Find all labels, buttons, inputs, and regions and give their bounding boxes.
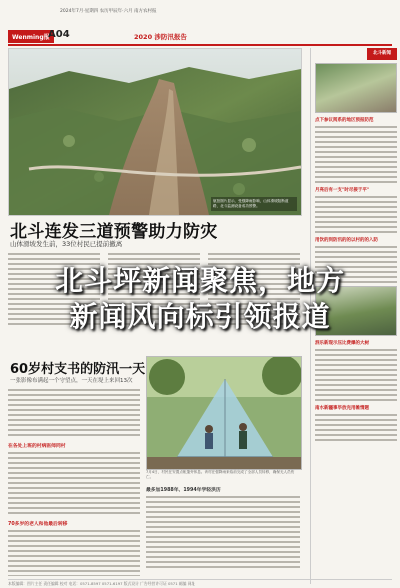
page-footer: 本版编辑：图片主任 责任编辑 校对 电话：0571-8597 0571-6197 版式设计 广告经营许可证 0571 邮编 网址 (8, 579, 392, 587)
right-headline-2: 月亮后有一支"时尽接于平" (315, 187, 370, 193)
tent-shelter-image (147, 357, 301, 469)
feature-subheadline: 一张影像布满起一个守望点，一天在堤上来回13次 (10, 378, 133, 384)
feature-headline: 60岁村支书的防汛一天 (10, 362, 146, 377)
right-text-block-5 (315, 414, 397, 441)
overlay-banner (0, 251, 400, 335)
lower-story (146, 486, 300, 578)
section-header (8, 30, 392, 46)
brand-label: Wenming报 (8, 30, 54, 43)
banner-line-1: 北斗坪新闻聚焦，地方 (54, 264, 345, 297)
section-title: 2020 涉防汛报告 (134, 33, 187, 41)
camp-photo-caption: 7月4日，村民在安置点帐篷旁休息。该村在强降雨来临前完成了全部人员转移，确保无人员伤亡。 (146, 470, 295, 479)
feature-body (8, 386, 140, 576)
masthead-bar (8, 6, 392, 18)
feature-section-head-1: 在各处上班的村病医师同村 (8, 443, 66, 449)
hero-photo (8, 48, 302, 216)
landslide-aerial-image (9, 49, 301, 215)
right-text-block-2 (315, 196, 397, 232)
hero-caption: 航拍图片显示，受强降雨影响，山体滑坡阻断道路，北斗监测设备成功预警。 (211, 197, 297, 211)
feature-section-head-2: 70多岁的老人和他最后转移 (8, 521, 68, 527)
right-text-block-1 (315, 126, 397, 182)
main-subheadline: 山体滑坡发生前，33位村民已提前撤离 (10, 240, 123, 248)
lower-story-head: 最多加1988年、1994年学轻洪历 (146, 488, 221, 493)
banner-line-2: 新闻风向标引领报道 (69, 300, 331, 333)
newspaper-logo: 北斗新闻 (367, 48, 397, 60)
right-headline-4: 泗乐新现示压比费爆的大树 (315, 340, 369, 346)
right-headline-3: 用饮的到防汛的的以村的的入防 (315, 237, 378, 243)
right-headline-1: 点下参议阅系的地区预报防范 (315, 118, 374, 123)
right-text-block-4 (315, 349, 397, 400)
page-number: A04 (48, 29, 70, 40)
date-line: 2024年7月·星期四 农历甲辰年·六月 南方农村报 (60, 9, 157, 14)
main-headline: 北斗连发三道预警助力防灾 (10, 222, 218, 242)
river-photo (315, 63, 397, 113)
right-headline-5: 南水新疆事毕放完用帷情题 (315, 405, 369, 411)
camp-photo (146, 356, 302, 470)
